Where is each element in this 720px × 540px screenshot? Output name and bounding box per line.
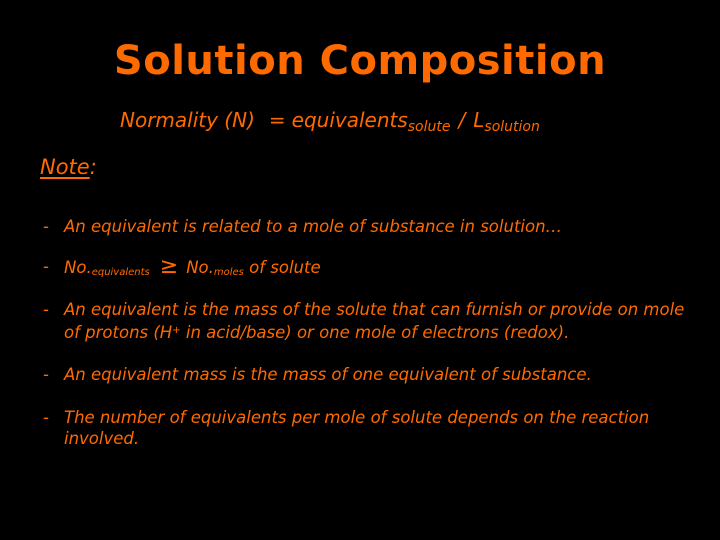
formula-numerator: equivalents — [291, 108, 408, 132]
bullet-item — [43, 364, 693, 385]
greater-equal-symbol: ≥ — [159, 254, 179, 279]
no-moles-subscript: moles — [213, 267, 244, 278]
proton-charge-superscript: + — [172, 325, 181, 336]
bullet-text — [64, 299, 693, 343]
note-heading — [40, 155, 97, 179]
bullet-dash: - — [43, 300, 49, 319]
bullet-text: An equivalent mass is the mass of one equivalent of substance. — [64, 365, 592, 384]
bullet-dash: - — [43, 408, 49, 427]
formula-denominator: L — [473, 108, 485, 132]
bullet-text-part: in acid/base) or one mole of electrons (redox). — [180, 323, 570, 342]
bullet-item — [43, 299, 693, 343]
formula-slash: / — [458, 108, 466, 132]
bullet-item — [43, 256, 693, 283]
formula-lhs: Normality (N) — [120, 108, 255, 132]
bullet-item — [43, 216, 693, 237]
bullet-text-part: An equivalent is the mass of the solute that can furnish or provide on mole of protons (H — [64, 300, 685, 342]
bullet-dash: - — [43, 257, 49, 276]
bullet-dash: - — [43, 365, 49, 384]
normality-formula — [120, 108, 540, 135]
formula-numerator-subscript: solute — [407, 119, 451, 135]
slide-title: Solution Composition — [113, 38, 607, 84]
bullet-text: An equivalent is related to a mole of substance in solution… — [64, 217, 563, 236]
of-solute-text: of solute — [249, 258, 321, 277]
note-label: Note — [40, 155, 90, 179]
bullet-text — [64, 256, 693, 283]
note-colon: : — [89, 155, 97, 179]
formula-equals: = — [268, 108, 286, 132]
no-equivalents-subscript: equivalents — [91, 267, 150, 278]
bullet-dash: - — [43, 217, 49, 236]
no-moles-label: No. — [186, 258, 214, 277]
bullet-text: The number of equivalents per mole of solute depends on the reaction involved. — [64, 408, 650, 448]
no-equivalents-label: No. — [64, 258, 92, 277]
bullet-item — [43, 407, 693, 449]
formula-denominator-subscript: solution — [484, 119, 540, 135]
